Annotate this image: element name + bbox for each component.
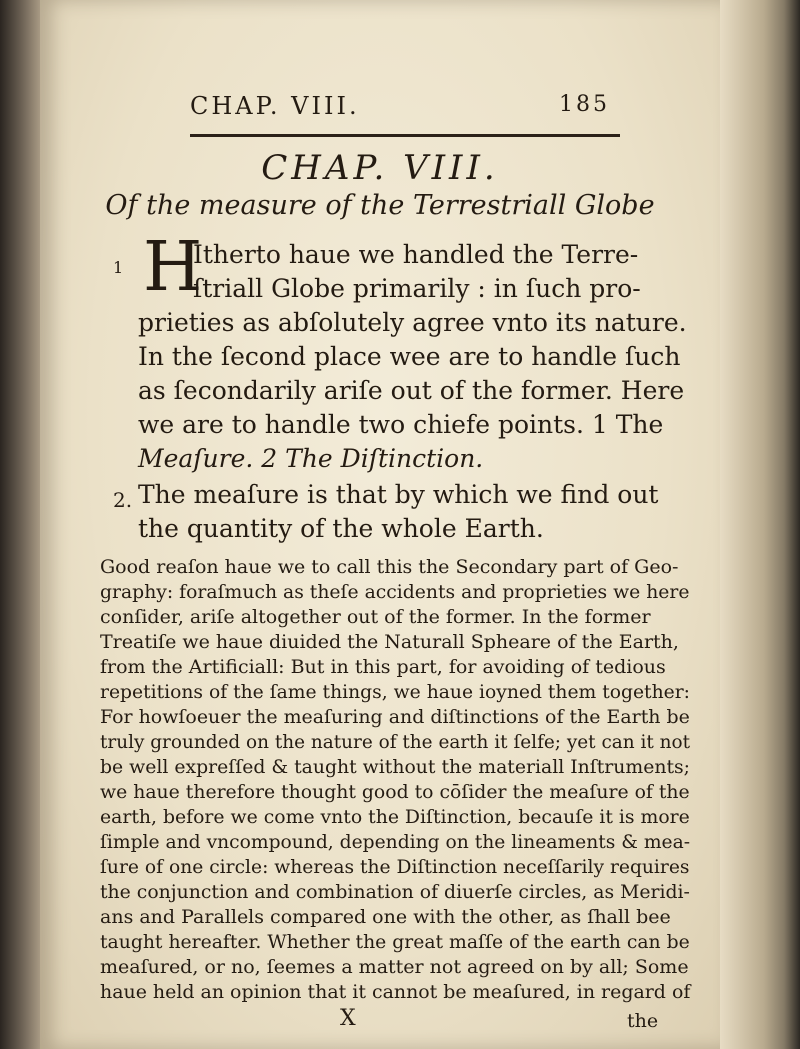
body-line: ans and Parallels compared one with the other, as ſhall bee [100,906,671,928]
section1-line: In the ſecond place wee are to handle ſuch [138,342,681,371]
chapter-heading: CHAP. VIII. [261,148,499,188]
page-edges-right [720,0,800,1049]
body-line: repetitions of the ſame things, we haue ioyned them together: [100,681,690,703]
body-line: be well expreſſed & taught without the materiall Inſtruments; [100,756,691,778]
body-line: haue held an opinion that it cannot be meaſured, in regard of [100,981,691,1003]
section1-line: prieties as abſolutely agree vnto its nature. [138,308,687,337]
body-line: ſimple and vncompound, depending on the lineaments & mea- [100,831,691,853]
body-line: conſider, ariſe altogether out of the former. In the former [100,606,651,628]
page-number: 185 [559,92,610,117]
section1-line: we are to handle two chiefe points. 1 The [138,410,664,439]
section-marker-2: 2. [113,488,133,512]
body-line: Good reaſon haue we to call this the Secondary part of Geo- [100,556,679,578]
body-line: truly grounded on the nature of the earth it ſelfe; yet can it not [100,731,691,753]
chapter-subtitle: Of the measure of the Terrestriall Globe [105,190,655,221]
body-line: we haue therefore thought good to cōſider the meaſure of the [100,781,690,803]
section2-line: The meaſure is that by which we find out [138,480,659,509]
section-marker-1: 1 [113,258,124,277]
book-gutter-left [0,0,40,1049]
body-line: Treatiſe we haue diuided the Naturall Spheare of the Earth, [100,631,679,653]
body-line: graphy: foraſmuch as theſe accidents and proprieties we here [100,581,690,603]
body-line: ſure of one circle: whereas the Diſtinction neceſſarily requires [100,856,690,878]
head-rule [190,134,620,137]
body-line: meaſured, or no, ſeemes a matter not agreed on by all; Some [100,956,689,978]
body-line: from the Artificiall: But in this part, for avoiding of tedious [100,656,666,678]
section1-line: Meaſure. 2 The Diſtinction. [138,444,484,473]
signature-mark: X [340,1006,356,1031]
running-head-title: CHAP. VIII. [190,92,360,120]
running-head [190,86,610,126]
section2-line: the quantity of the whole Earth. [138,514,544,543]
drop-cap: H [143,228,203,307]
body-line: For howſoeuer the meaſuring and diſtinctions of the Earth be [100,706,690,728]
body-line: the conjunction and combination of diuerſe circles, as Meridi- [100,881,690,903]
body-line: earth, before we come vnto the Diſtinction, becauſe it is more [100,806,690,828]
section1-line: as ſecondarily ariſe out of the former. Here [138,376,685,405]
section1-line: Itherto haue we handled the Terre- [193,240,639,269]
book-page [40,0,720,1049]
body-line: taught hereafter. Whether the great maſſe of the earth can be [100,931,690,953]
section1-line: ſtriall Globe primarily : in ſuch pro- [193,274,641,303]
catchword: the [627,1010,659,1032]
